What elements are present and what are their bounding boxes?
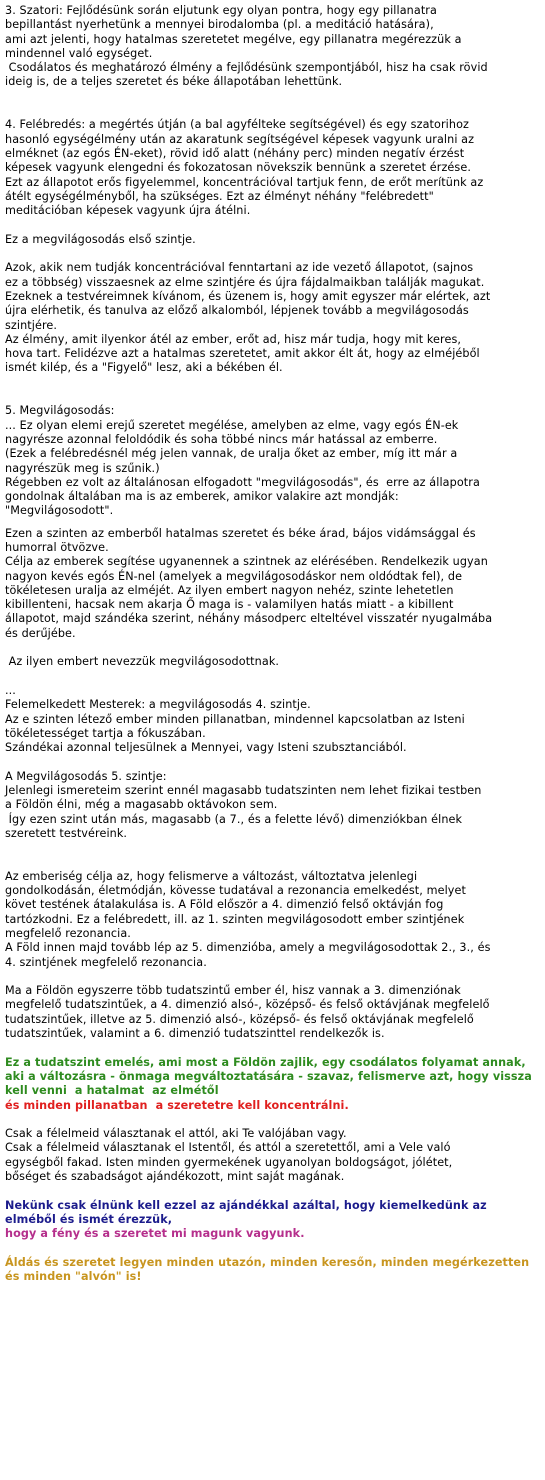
highlight-line-navy: elméből és ismét érezzük, (5, 1212, 173, 1226)
highlight-line-gold: Áldás és szeretet legyen minden utazón, minden keresőn, minden megérkezetten (5, 1255, 530, 1269)
text-line: Csak a félelmeid választanak el attól, aki Te valójában vagy. (5, 1127, 347, 1141)
text-line: nagyrészük meg is szűnik.) (5, 461, 160, 475)
text-line: nagyrésze azonnal feloldódik és soha többé nincs már hatással az emberre. (5, 432, 438, 446)
text-line: 4. Felébredés: a megértés útján (a bal agyfélteke segítségével) és egy szatorihoz (5, 118, 469, 132)
text-line: tökéletesen uralja az elméjét. Az ilyen embert nagyon nehéz, szinte lehetetlen (5, 583, 454, 597)
text-line: 4. szintjének megfelelő rezonancia. (5, 955, 207, 969)
level-description-paragraph (5, 527, 541, 641)
text-line: átélt egységélményből, ha szükséges. Ezt az élményt néhány "felébredett" (5, 189, 434, 203)
text-line: állapotot, majd szándéka szerint, néhány másodperc elteltével visszatér nyugalmába (5, 612, 493, 626)
humanity-goal-paragraph (5, 870, 541, 970)
emphasis-green-red (5, 1056, 541, 1113)
text-line: hova tart. Felidézve azt a hatalmas szeretetet, amit akkor élt át, hogy az elméjéből (5, 347, 480, 361)
section-3-szatori (5, 4, 541, 90)
highlight-line-green: kell venni a hatalmat az elmétől (5, 1084, 219, 1098)
text-line: és derűjébe. (5, 626, 76, 640)
text-line: Az emberiség célja az, hogy felismerve a változást, változtatva jelenlegi (5, 869, 418, 883)
text-line: Csak a félelmeid választanak el Istentől, és attól a szeretettől, ami a Vele való (5, 1141, 451, 1155)
highlight-line-green: Ez a tudatszint emelés, ami most a Földön zajlik, egy csodálatos folyamat annak, (5, 1055, 526, 1069)
text-line: hasonló egységélmény után az akaratunk segítségével képesek vagyunk uralni az (5, 132, 475, 146)
text-line: szintjére. (5, 318, 58, 332)
text-line: tudatszintűek, valamint a 6. dimenzió tudatszinttel rendelkezők is. (5, 1027, 385, 1041)
text-line: A Megvilágosodás 5. szintje: (5, 769, 167, 783)
text-line: humorral ötvözve. (5, 540, 109, 554)
text-line: ideig is, de a teljes szeretet és béke állapotában lehettünk. (5, 75, 343, 89)
text-line: tökéletességet tartja a fókuszában. (5, 726, 206, 740)
text-line: Ezt az állapotot erős figyelemmel, koncentrációval tartjuk fenn, de erőt merítünk az (5, 175, 484, 189)
text-line: Ezen a szinten az emberből hatalmas szeretet és béke árad, bájos vidámsággal és (5, 526, 476, 540)
highlight-line-navy: Nekünk csak élnünk kell ezzel az ajándékkal azáltal, hogy kiemelkedünk az (5, 1198, 487, 1212)
text-line: "Megvilágosodott". (5, 504, 114, 518)
highlight-line-gold: és minden "alvón" is! (5, 1270, 142, 1284)
text-line: egységből fakad. Isten minden gyermekének ugyanolyan boldogságot, jólétet, (5, 1155, 453, 1169)
text-line: képesek vagyunk elengedni és fokozatosan növekszik bennünk a szeretet érzése. (5, 161, 471, 175)
text-line: Felemelkedett Mesterek: a megvilágosodás 4. szintje. (5, 698, 311, 712)
text-line: ismét kilép, és a "Figyelő" lesz, aki a békében él. (5, 361, 283, 375)
text-line: Így ezen szint után más, magasabb (a 7., és a felette lévő) dimenziókban élnek (5, 812, 463, 826)
text-line: Régebben ez volt az általánosan elfogadott "megvilágosodás", és erre az állapotra (5, 475, 480, 489)
text-line: (Ezek a felébredésnél még jelen vannak, de uralja őket az ember, míg itt már a (5, 447, 458, 461)
text-line: Ma a Földön egyszerre több tudatszintű ember él, hisz vannak a 3. dimenziónak (5, 984, 461, 998)
text-line: kibillenteni, hacsak nem akarja Ő maga is - valamilyen hatás miatt - a kibillent (5, 598, 454, 612)
text-line: nagyon kevés egós ÉN-nel (amelyek a megvilágosodáskor nem oldódtak fel), de (5, 569, 463, 583)
text-line: bepillantást nyerhetünk a mennyei birodalomba (pl. a meditáció hatására), (5, 18, 434, 32)
text-line: elméknet (az egós ÉN-eket), rövid idő alatt (néhány perc) minden negatív érzést (5, 146, 465, 160)
level-5-section (5, 770, 541, 841)
text-line: 3. Szatori: Fejlődésünk során eljutunk egy olyan pontra, hogy egy pillanatra (5, 4, 437, 17)
text-line: megfelelő rezonancia. (5, 927, 131, 940)
text-line: Célja az emberek segítése ugyanennek a szintnek az elérésében. Rendelkezik ugyan (5, 555, 488, 569)
section-5-megvilagosodas (5, 404, 541, 518)
text-line: követ testének átalakulása is. A Föld először a 4. dimenzió felső oktávján fog (5, 898, 444, 912)
text-line: 5. Megvilágosodás: (5, 404, 115, 418)
text-line: megfelelő tudatszintűek, a 4. dimenzió alsó-, középső- és felső oktávjának megfelelő (5, 998, 490, 1012)
text-line: Szándékai azonnal teljesülnek a Mennyei, vagy Isteni szubsztanciából. (5, 741, 407, 755)
text-line: Az e szinten létező ember minden pillanatban, mindennel kapcsolatban az Isteni (5, 712, 465, 726)
highlight-line-green: aki a változásra - önmaga megváltoztatására - szavaz, felismerve azt, hogy vissza (5, 1069, 532, 1083)
highlight-line-red: és minden pillanatban a szeretetre kell koncentrálni. (5, 1098, 349, 1112)
ascended-masters-section (5, 684, 541, 755)
text-line: tudatszintűek, illetve az 5. dimenzió alsó-, középső- és felső oktávjának megfelelő (5, 1012, 474, 1026)
blessing-closing (5, 1256, 541, 1285)
text-line: ez a többség) visszaesnek az elme szintjére és újra fájdalmaikban találják magukat. (5, 275, 485, 289)
text-line: Csodálatos és meghatározó élmény a fejlődésünk szempontjából, hisz ha csak rövid (5, 61, 488, 75)
text-line: ... Ez olyan elemi erejű szeretet megélése, amelyben az elme, vagy egós ÉN-ek (5, 418, 459, 432)
emphasis-navy-magenta (5, 1199, 541, 1242)
text-line: ami azt jelenti, hogy hatalmas szeretetet megélve, egy pillanatra megérezzük a (5, 32, 462, 46)
text-line: Azok, akik nem tudják koncentrációval fenntartani az ide vezető állapotot, (sajnos (5, 261, 474, 275)
text-line: Az élmény, amit ilyenkor átél az ember, erőt ad, hisz már tudja, hogy mit keres, (5, 332, 462, 346)
text-line: gondolnak általában ma is az emberek, amikor valakire azt mondják: (5, 490, 399, 504)
first-level-line: Ez a megvilágosodás első szintje. (5, 232, 196, 246)
text-line: gondolkodásán, életmódján, kövesse tudatával a rezonancia emelkedést, melyet (5, 884, 466, 898)
text-line: Jelenlegi ismereteim szerint ennél magasabb tudatszinten nem lehet fizikai testben (5, 784, 482, 798)
section-4-felebredes (5, 118, 541, 218)
text-line: újra elérhetik, és tanulva az előző alkalomból, lépjenek tovább a megvilágosodás (5, 304, 469, 318)
text-line: Ezeknek a testvéreimnek kívánom, és üzenem is, hogy amit egyszer már elértek, azt (5, 289, 491, 303)
text-line: A Föld innen majd tovább lép az 5. dimenzióba, amely a megvilágosodottak 2., 3., és (5, 941, 491, 955)
text-line: tartózkodni. Ez a felébredett, ill. az 1. szinten megvilágosodott ember szintjének (5, 912, 465, 926)
text-line: bőséget és szabadságot ajándékozott, mint saját magának. (5, 1170, 345, 1184)
text-line: meditációban képesek vagyunk újra átélni. (5, 204, 251, 218)
earth-today-paragraph (5, 984, 541, 1041)
text-line: szeretett testvéreink. (5, 826, 128, 840)
relapse-paragraph (5, 261, 541, 375)
highlight-line-magenta: hogy a fény és a szeretet mi magunk vagyunk. (5, 1227, 305, 1241)
text-line: a Földön élni, még a magasabb oktávokon sem. (5, 798, 278, 812)
choice-paragraph (5, 1127, 541, 1184)
enlightened-line: Az ilyen embert nevezzük megvilágosodottnak. (5, 655, 280, 669)
text-line: ... (5, 683, 16, 697)
text-line: mindennel való egységet. (5, 46, 153, 60)
